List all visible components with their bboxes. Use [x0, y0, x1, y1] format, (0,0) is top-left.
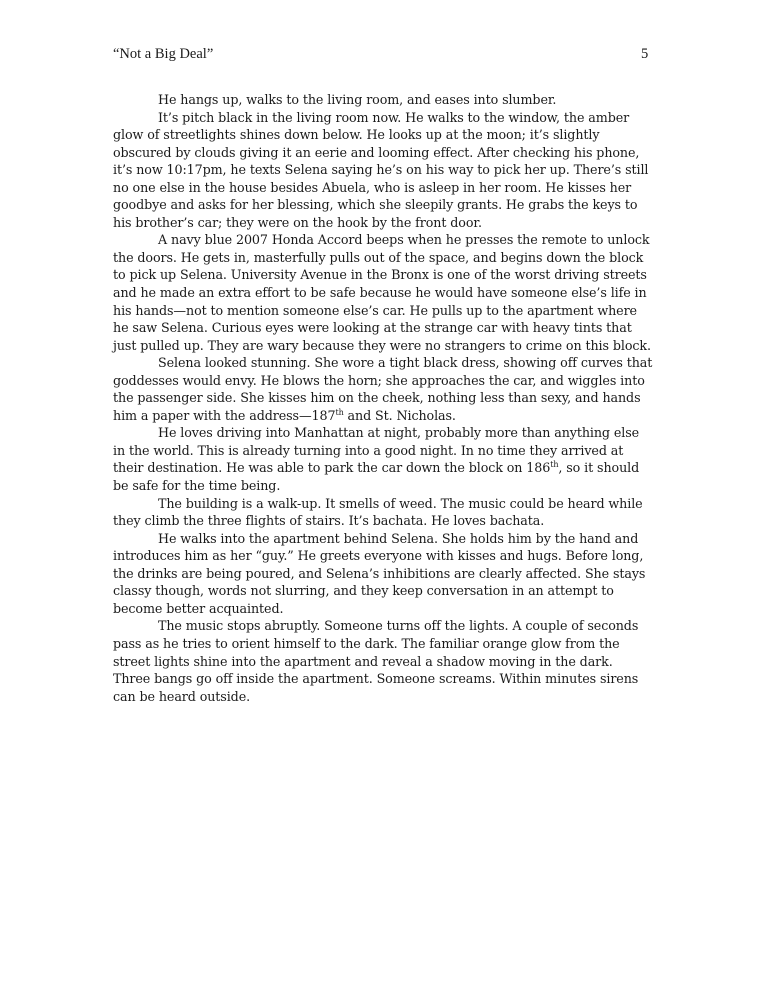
text-line: He loves driving into Manhattan at night, probably more than anything else: [158, 425, 640, 441]
text-line: the doors. He gets in, masterfully pulls out of the space, and begins down the block: [113, 249, 644, 265]
text-fragment: him a paper with the address—187: [113, 407, 336, 423]
text-line: his brother’s car; they were on the hook by the front door.: [113, 214, 482, 230]
text-line: He walks into the apartment behind Selena. She holds him by the hand and: [158, 530, 639, 546]
text-line: just pulled up. They are wary because they were no strangers to crime on this block.: [113, 337, 651, 353]
text-line: goodbye and asks for her blessing, which she sleepily grants. He grabs the keys to: [113, 197, 638, 213]
text-fragment: their destination. He was able to park the car down the block on 186: [113, 460, 551, 476]
text-fragment: and St. Nicholas.: [343, 407, 456, 423]
page-number: 5: [641, 46, 649, 62]
text-line: the drinks are being poured, and Selena’s inhibitions are clearly affected. She stays: [113, 565, 646, 581]
text-line: the passenger side. She kisses him on the cheek, nothing less than sexy, and hands: [113, 390, 641, 406]
text-line: pass as he tries to orient himself to the dark. The familiar orange glow from the: [113, 635, 620, 651]
text-line: introduces him as her “guy.” He greets everyone with kisses and hugs. Before long,: [113, 548, 644, 564]
text-line: his hands—not to mention someone else’s car. He pulls up to the apartment where: [113, 302, 637, 318]
text-line-address: [113, 407, 653, 425]
text-line: Three bangs go off inside the apartment. Someone screams. Within minutes sirens: [113, 671, 639, 687]
text-line: they climb the three flights of stairs. It’s bachata. He loves bachata.: [113, 513, 545, 529]
text-line: A navy blue 2007 Honda Accord beeps when he presses the remote to unlock: [158, 232, 650, 248]
text-line: can be heard outside.: [113, 688, 251, 704]
text-line: goddesses would envy. He blows the horn; she approaches the car, and wiggles into: [113, 372, 645, 388]
ordinal-suffix: th: [550, 460, 559, 470]
text-line: be safe for the time being.: [113, 478, 281, 494]
body-text: [113, 91, 653, 705]
text-line: obscured by clouds giving it an eerie and looming effect. After checking his phone,: [113, 144, 640, 160]
text-line: It’s pitch black in the living room now. He walks to the window, the amber: [158, 109, 630, 125]
text-line: become better acquainted.: [113, 600, 284, 616]
text-line: He hangs up, walks to the living room, and eases into slumber.: [158, 92, 557, 107]
ordinal-suffix: th: [335, 407, 344, 417]
text-line: The building is a walk-up. It smells of weed. The music could be heard while: [158, 495, 643, 511]
running-header-title: “Not a Big Deal”: [113, 46, 214, 62]
text-line: he saw Selena. Curious eyes were looking at the strange car with heavy tints that: [113, 320, 632, 336]
text-line: street lights shine into the apartment and reveal a shadow moving in the dark.: [113, 653, 613, 669]
text-line: no one else in the house besides Abuela, who is asleep in her room. He kisses her: [113, 179, 632, 195]
text-line-block: [113, 459, 653, 477]
text-fragment: , so it should: [558, 460, 640, 476]
text-line: glow of streetlights shines down below. He looks up at the moon; it’s slightly: [113, 127, 600, 143]
text-line: classy though, words not slurring, and they keep conversation in an attempt to: [113, 583, 614, 599]
text-line: to pick up Selena. University Avenue in the Bronx is one of the worst driving streets: [113, 267, 647, 283]
text-line: and he made an extra effort to be safe because he would have someone else’s life in: [113, 285, 647, 301]
text-line: Selena looked stunning. She wore a tight black dress, showing off curves that: [158, 355, 653, 371]
text-line: in the world. This is already turning into a good night. In no time they arrived at: [113, 442, 624, 458]
text-line: it’s now 10:17pm, he texts Selena saying he’s on his way to pick her up. There’s still: [113, 162, 649, 178]
text-line: The music stops abruptly. Someone turns off the lights. A couple of seconds: [158, 618, 639, 634]
